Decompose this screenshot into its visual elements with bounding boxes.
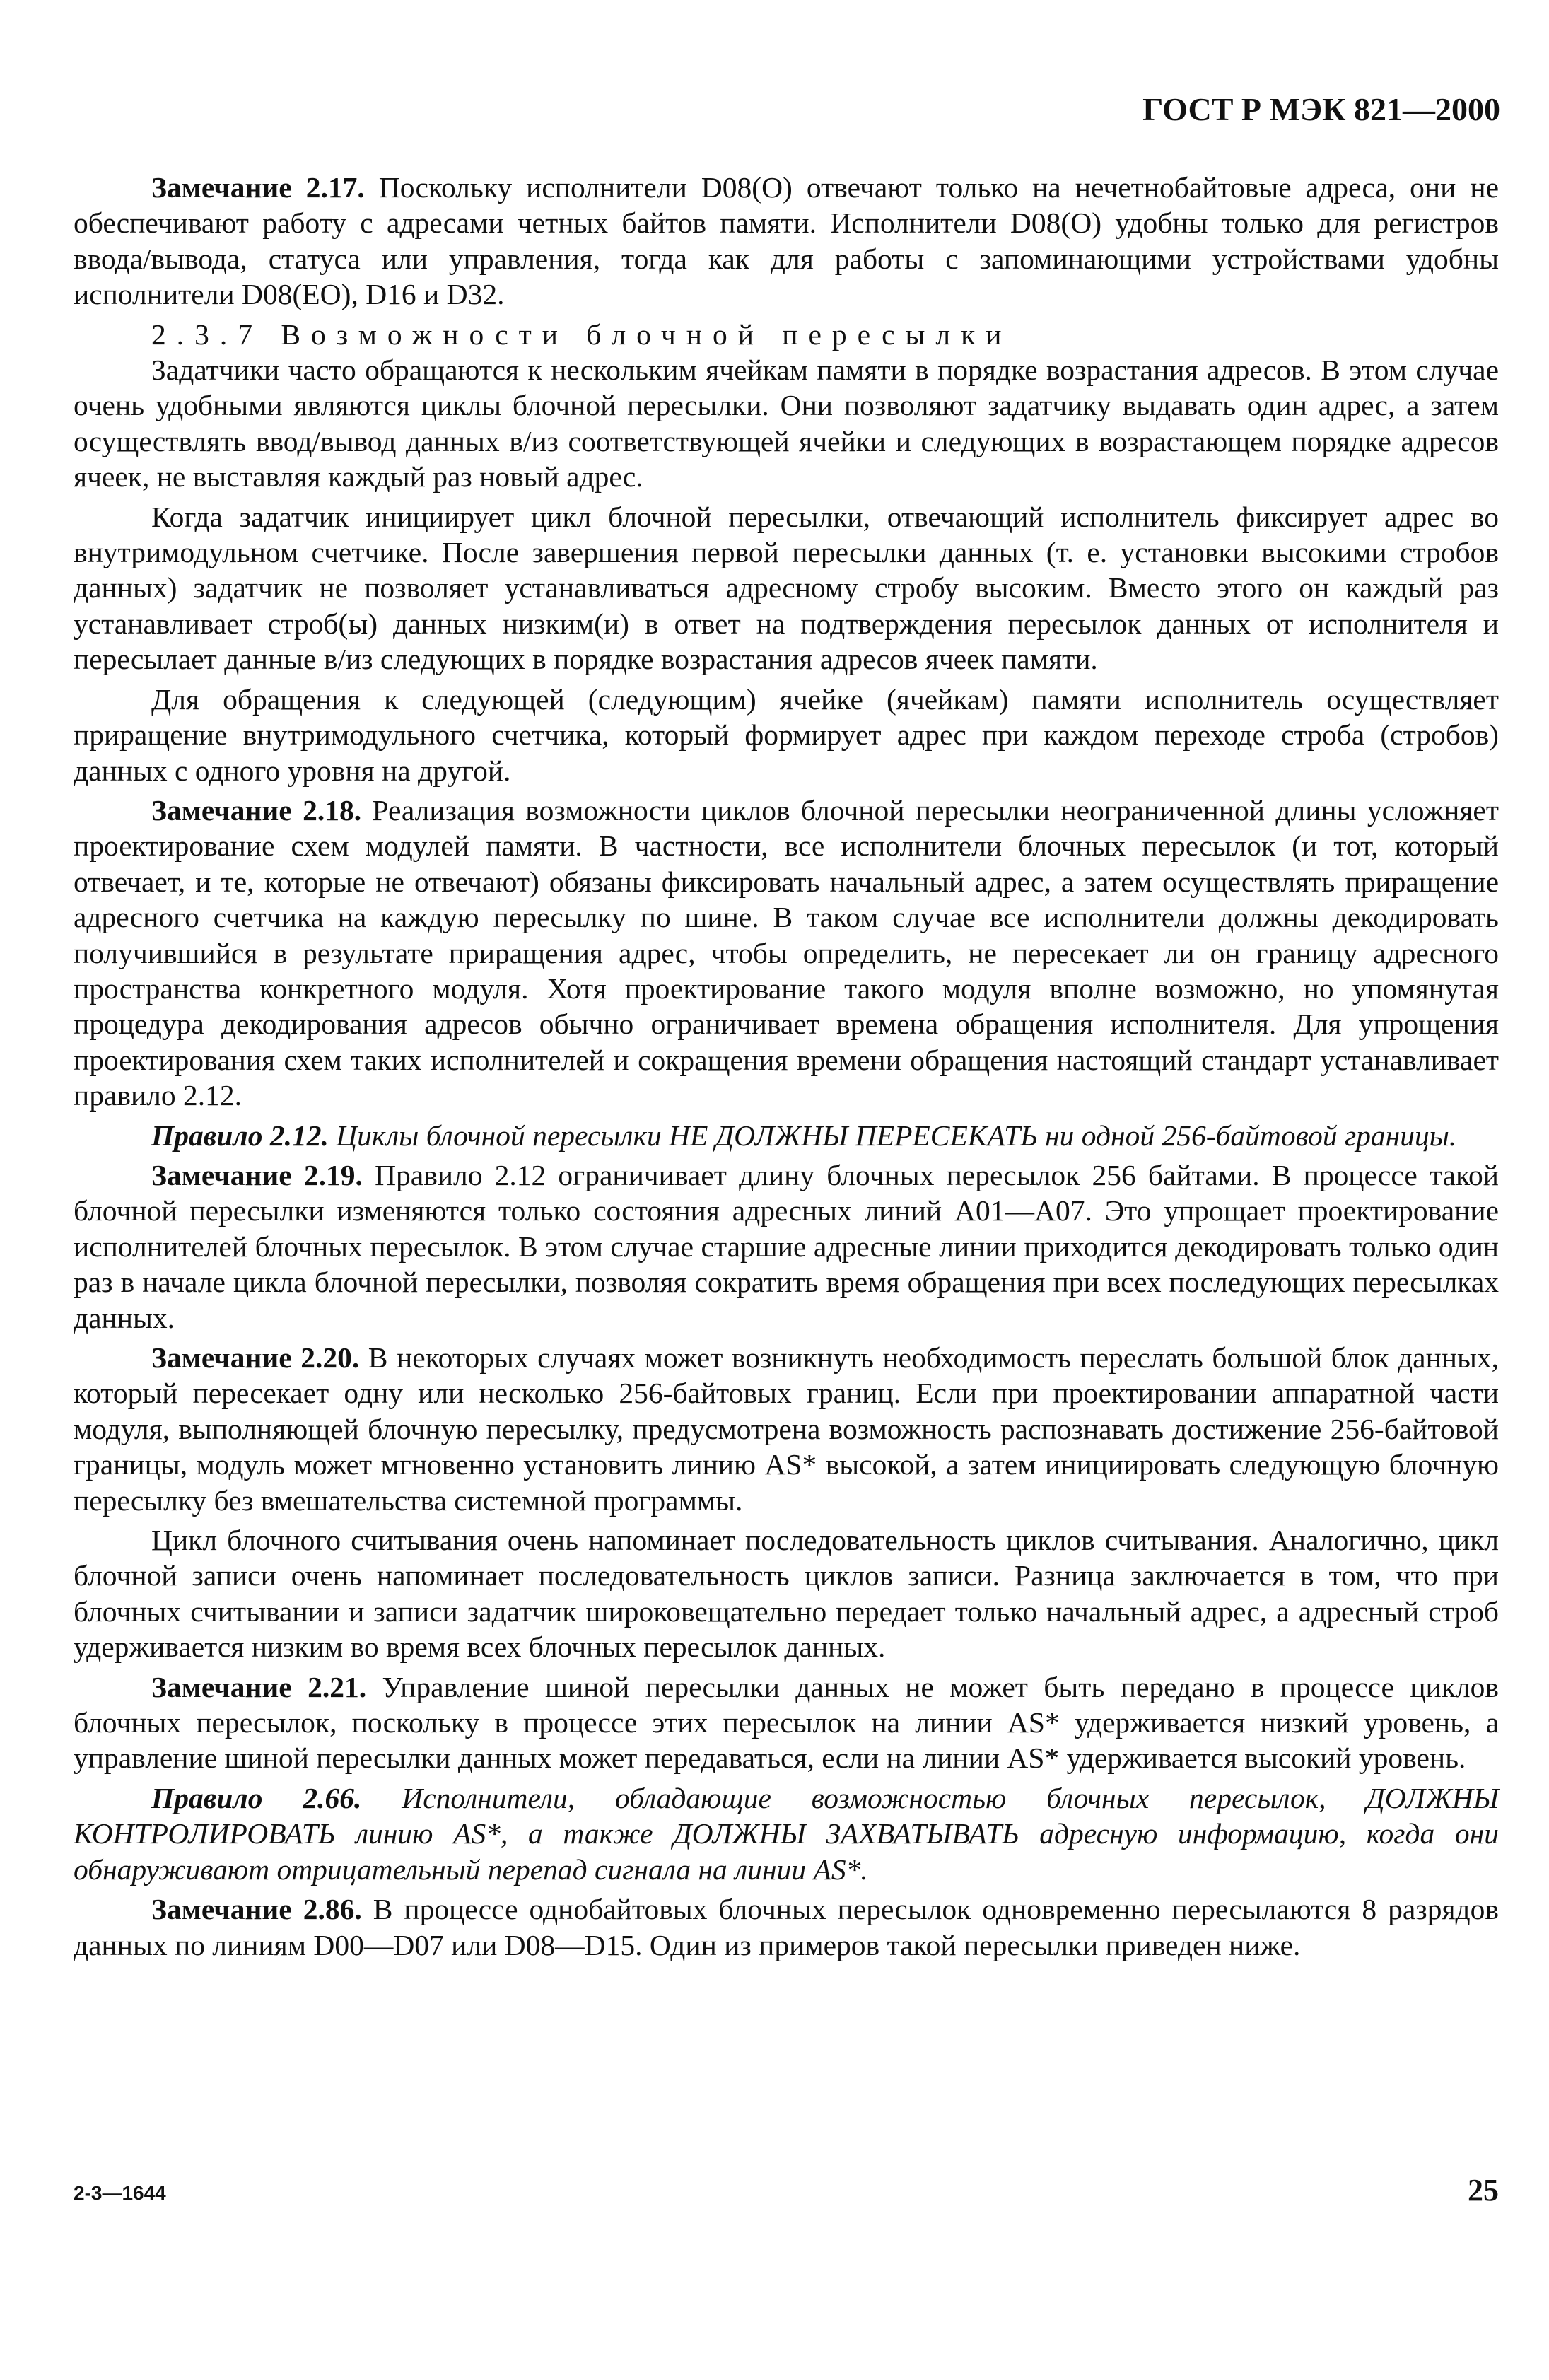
paragraph-note-2-20 [74, 1340, 1499, 1518]
paragraph-note-2-86 [74, 1891, 1499, 1963]
paragraph: Цикл блочного считывания очень напоминает последовательность циклов считывания. Аналогично, цикл блочной записи очень напоминает последовательность циклов записи. Разница заключается в том, что при блочных считывании и записи задатчик широковещательно передает только начальный адрес, а адресный строб удерживается низким во время всех блочных пересылок данных. [74, 1524, 1499, 1664]
paragraph: Для обращения к следующей (следующим) ячейке (ячейкам) памяти исполнитель осуществляет приращение внутримодульного счетчика, который формирует адрес при каждом переходе строба (стробов) данных с одного уровня на другой. [74, 682, 1499, 787]
paragraph-text: В процессе однобайтовых блочных пересылок одновременно пересылаются 8 разрядов данных по линиям D00—D07 или D08—D15. Один из примеров такой пересылки приведен ниже. [74, 1893, 1499, 1961]
document-body [74, 170, 1499, 1967]
paragraph: Когда задатчик инициирует цикл блочной пересылки, отвечающий исполнитель фиксирует адрес во внутримодульном счетчике. После завершения первой пересылки данных (т. е. установки высокими стробов данных) задатчик не позволяет устанавливаться адресному стробу высоким. Вместо этого он каждый раз устанавливает строб(ы) данных низким(и) в ответ на подтверждения пересылок данных от исполнителя и пересылает данные в/из следующих в порядке возрастания адресов ячеек памяти. [74, 500, 1499, 676]
paragraph-note-2-19 [74, 1157, 1499, 1336]
paragraph-text: В некоторых случаях может возникнуть необходимость переслать большой блок данных, который пересекает одну или несколько 256-байтовых границ. Если при проектировании аппаратной части модуля, выполняющей блочную пересылку, предусмотрена возможность распознавать достижение 256-байтовой границы, модуль может мгновенно установить линию AS* высокой, а затем инициировать следующую блочную пересылку без вмешательства системной программы. [74, 1341, 1499, 1517]
rule-lead: Правило 2.66. [151, 1781, 362, 1814]
rule-lead: Правило 2.12. [151, 1119, 329, 1152]
rule-text: Циклы блочной пересылки НЕ ДОЛЖНЫ ПЕРЕСЕКАТЬ ни одной 256-байтовой границы. [328, 1119, 1457, 1152]
note-lead: Замечание 2.86. [151, 1893, 362, 1926]
paragraph-note-2-17 [74, 170, 1499, 313]
paragraph-note-2-21 [74, 1669, 1499, 1776]
paragraph-text: Управление шиной пересылки данных не может быть передано в процессе циклов блочных пересылок, поскольку в процессе этих пересылок на линии AS* удерживается низкий уровень, а управление шиной пересылки данных может передаваться, если на линии AS* удерживается высокий уровень. [74, 1670, 1499, 1775]
note-lead: Замечание 2.21. [151, 1670, 367, 1703]
paragraph-text: Поскольку исполнители D08(O) отвечают только на нечетнобайтовые адреса, они не обеспечивают работу с адресами четных байтов памяти. Исполнители D08(O) удобны только для регистров ввода/вывода, статуса или управления, тогда как для работы с запоминающими устройствами удобны исполнители D08(EO), D16 и D32. [74, 171, 1499, 311]
page-number: 25 [1468, 2173, 1499, 2207]
paragraph: Задатчики часто обращаются к нескольким ячейкам памяти в порядке возрастания адресов. В этом случае очень удобными являются циклы блочной пересылки. Они позволяют задатчику выдавать один адрес, а затем осуществлять ввод/вывод данных в/из соответствующей ячейки и следующих в возрастающем порядке адресов ячеек, не выставляя каждый раз новый адрес. [74, 354, 1499, 494]
paragraph-rule-2-66 [74, 1780, 1499, 1887]
note-lead: Замечание 2.18. [151, 793, 362, 827]
note-lead: Замечание 2.20. [151, 1341, 360, 1374]
rule-text: Исполнители, обладающие возможностью блочных пересылок, ДОЛЖНЫ КОНТРОЛИРОВАТЬ линию AS*, а также ДОЛЖНЫ ЗАХВАТЫВАТЬ адресную информацию, когда они обнаруживают отрицательный перепад сигнала на линии AS*. [74, 1781, 1500, 1886]
document-header: ГОСТ Р МЭК 821—2000 [1142, 91, 1500, 127]
note-lead: Замечание 2.19. [151, 1158, 363, 1191]
paragraph-note-2-18 [74, 793, 1499, 1114]
print-code: 2-3—1644 [74, 2182, 166, 2204]
note-lead: Замечание 2.17. [151, 171, 365, 204]
section-heading: 2.3.7 Возможности блочной пересылки [151, 317, 1012, 351]
paragraph-text: Реализация возможности циклов блочной пересылки неограниченной длины усложняет проектирование схем модулей памяти. В частности, все исполнители блочных пересылок (и тот, который отвечает, и те, которые не отвечают) обязаны фиксировать начальный адрес, а затем осуществлять приращение адресного счетчика на каждую пересылку по шине. В таком случае все исполнители должны декодировать получившийся в результате приращения адрес, чтобы определить, не пересекает ли он границу адресного пространства конкретного модуля. Хотя проектирование такого модуля вполне возможно, но упомянутая процедура декодирования адресов обычно ограничивает времена обращения исполнителя. Для упрощения проектирования схем таких исполнителей и сокращения времени обращения настоящий стандарт устанавливает правило 2.12. [74, 793, 1499, 1112]
paragraph-text: Правило 2.12 ограничивает длину блочных пересылок 256 байтами. В процессе такой блочной пересылки изменяются только состояния адресных линий A01—A07. Это упрощает проектирование исполнителей блочных пересылок. В этом случае старшие адресные линии приходится декодировать только один раз в начале цикла блочной пересылки, позволяя сократить время обращения при всех последующих пересылках данных. [74, 1158, 1499, 1334]
paragraph-rule-2-12 [74, 1118, 1499, 1153]
